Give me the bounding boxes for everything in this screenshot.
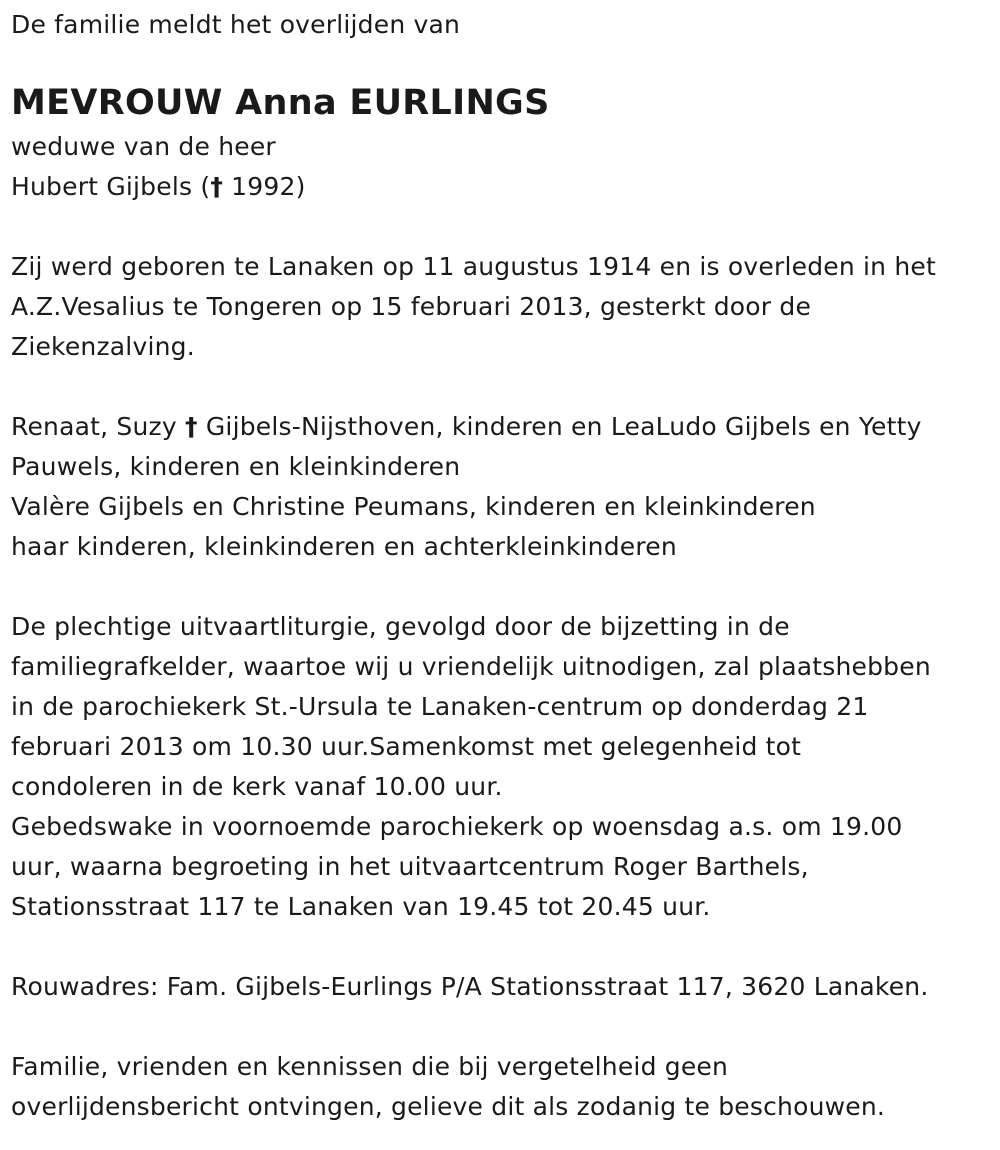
ceremony-line: Gebedswake in voornoemde parochiekerk op woensdag a.s. om 19.00: [11, 812, 903, 841]
deceased-name: MEVROUW Anna EURLINGS: [11, 83, 550, 123]
intro-text: De familie meldt het overlijden van: [11, 10, 461, 39]
family-line: Pauwels, kinderen en kleinkinderen: [11, 452, 461, 481]
spouse-name: Hubert Gijbels (: [11, 172, 211, 201]
ceremony-line: Stationsstraat 117 te Lanaken van 19.45 tot 20.45 uur.: [11, 892, 711, 921]
closing-paragraph: [11, 1047, 991, 1127]
paragraph-line: Zij werd geboren te Lanaken op 11 augustus 1914 en is overleden in het: [11, 252, 936, 281]
closing-line: Familie, vrienden en kennissen die bij vergetelheid geen: [11, 1052, 729, 1081]
spouse-death-year: 1992): [231, 172, 306, 201]
spacer: [11, 1007, 991, 1047]
paragraph-line: A.Z.Vesalius te Tongeren op 15 februari 2013, gesterkt door de: [11, 292, 812, 321]
birth-death-paragraph: [11, 247, 991, 367]
spouse-line: [11, 167, 991, 207]
family-names-cont: Gijbels-Nijsthoven, kinderen en LeaLudo Gijbels en Yetty: [197, 412, 922, 441]
death-notice: [11, 0, 991, 1127]
ceremony-line: februari 2013 om 10.30 uur.Samenkomst met gelegenheid tot: [11, 732, 802, 761]
family-line: [11, 407, 991, 447]
widow-line: weduwe van de heer: [11, 132, 276, 161]
ceremony-paragraph: [11, 607, 991, 927]
closing-line: overlijdensbericht ontvingen, gelieve dit als zodanig te beschouwen.: [11, 1092, 886, 1121]
ceremony-line: De plechtige uitvaartliturgie, gevolgd door de bijzetting in de: [11, 612, 790, 641]
cross-icon: †: [185, 412, 198, 441]
spacer: [11, 367, 991, 407]
ceremony-line: condoleren in de kerk vanaf 10.00 uur.: [11, 772, 503, 801]
spacer: [11, 207, 991, 247]
family-names: Renaat, Suzy: [11, 412, 185, 441]
ceremony-line: familiegrafkelder, waartoe wij u vriendelijk uitnodigen, zal plaatshebben: [11, 652, 931, 681]
ceremony-line: in de parochiekerk St.-Ursula te Lanaken-centrum op donderdag 21: [11, 692, 869, 721]
spacer: [11, 927, 991, 967]
family-line: Valère Gijbels en Christine Peumans, kinderen en kleinkinderen: [11, 492, 816, 521]
mourning-address: Rouwadres: Fam. Gijbels-Eurlings P/A Stationsstraat 117, 3620 Lanaken.: [11, 972, 929, 1001]
cross-icon: †: [210, 172, 224, 201]
paragraph-line: Ziekenzalving.: [11, 332, 195, 361]
family-paragraph: [11, 407, 991, 567]
ceremony-line: uur, waarna begroeting in het uitvaartcentrum Roger Barthels,: [11, 852, 809, 881]
family-line: haar kinderen, kleinkinderen en achterkleinkinderen: [11, 532, 677, 561]
spacer: [11, 567, 991, 607]
